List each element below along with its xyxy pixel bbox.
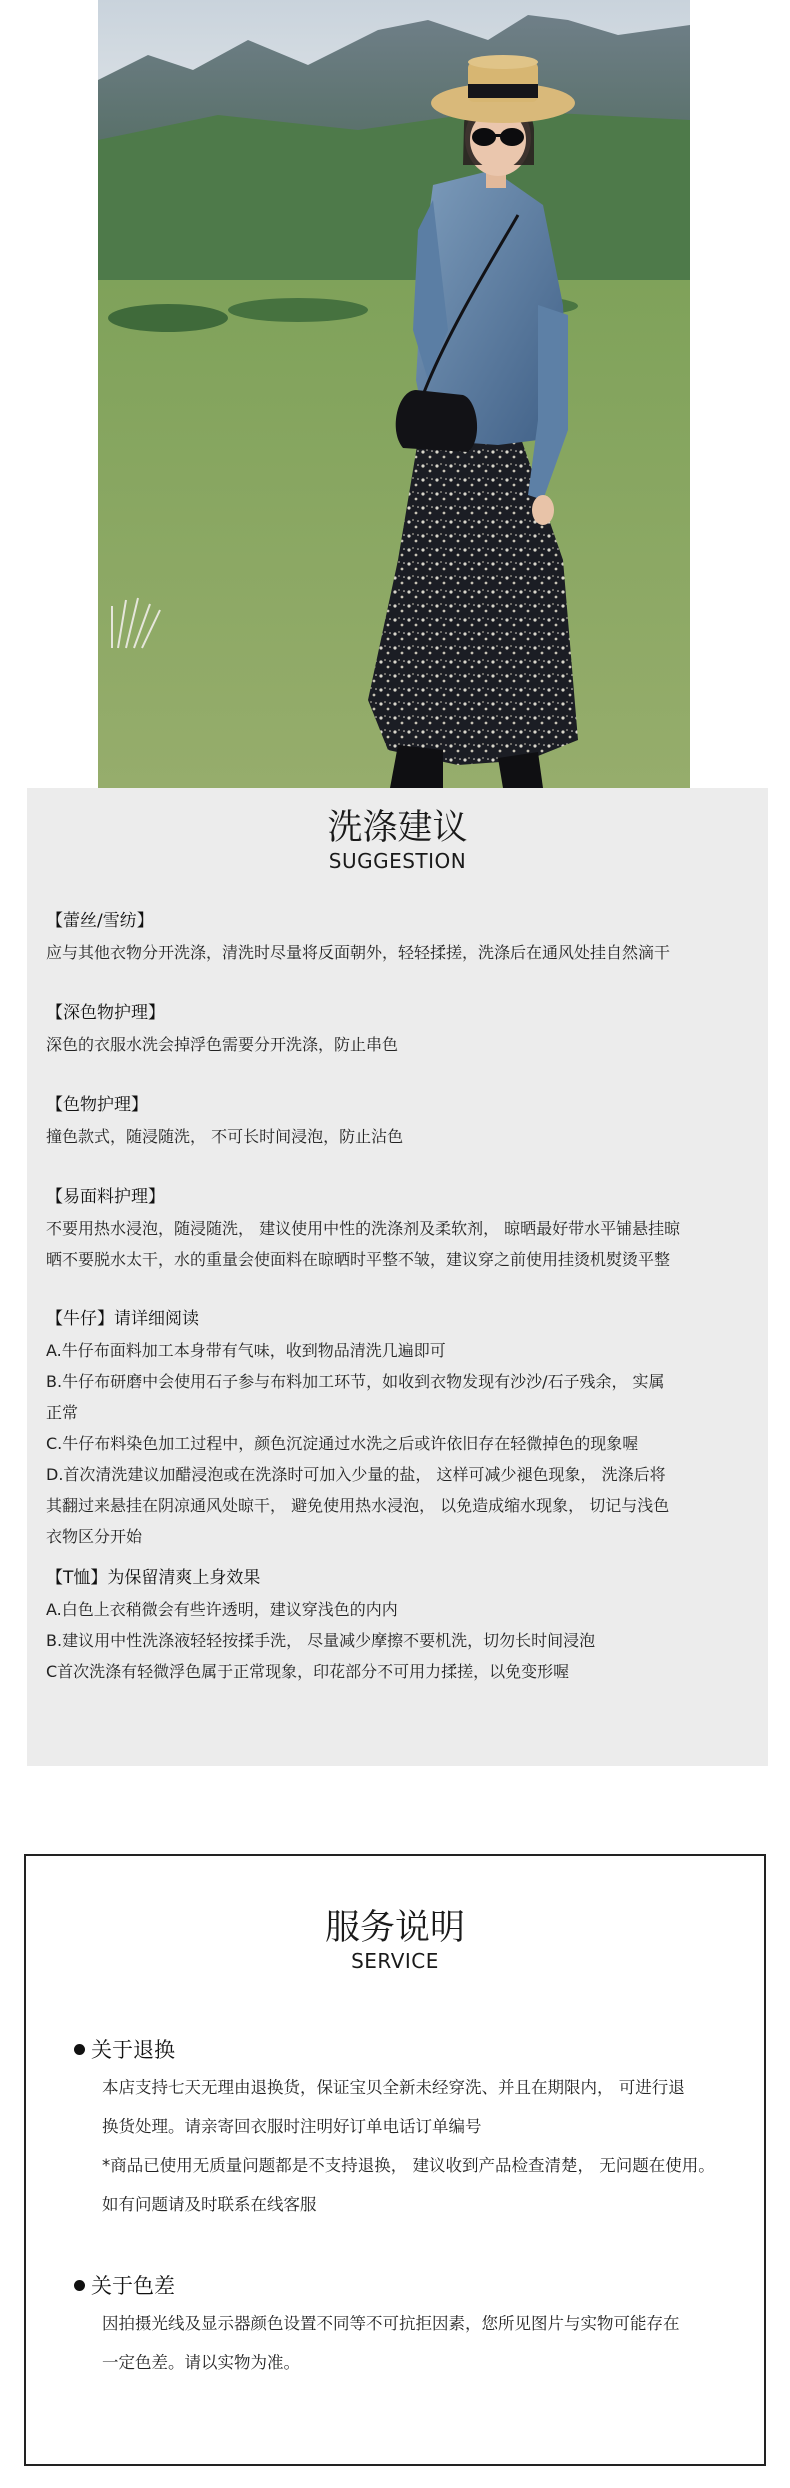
service-line: 本店支持七天无理由退换货，保证宝贝全新未经穿洗、并且在期限内， 可进行退 (102, 2078, 685, 2097)
service-line: 换货处理。请亲寄回衣服时注明好订单电话订单编号 (102, 2117, 482, 2136)
service-title: 服务说明 (324, 1908, 465, 1948)
suggestion-denim (46, 1304, 758, 1552)
suggestion-heading: 【深色物护理】 (46, 1003, 165, 1023)
suggestion-heading: 【T恤】为保留清爽上身效果 (46, 1568, 261, 1588)
suggestion-line: D.首次清洗建议加醋浸泡或在洗涤时可加入少量的盐， 这样可减少褪色现象， 洗涤后将 (46, 1465, 666, 1484)
bullet-icon (74, 2280, 85, 2291)
suggestion-title: 洗涤建议 (327, 808, 468, 848)
service-heading (74, 2268, 734, 2304)
suggestion-header (27, 806, 768, 872)
service-line: 如有问题请及时联系在线客服 (102, 2195, 317, 2214)
suggestion-heading: 【易面料护理】 (46, 1187, 165, 1207)
suggestion-dark-colors (46, 998, 758, 1060)
suggestion-heading: 【色物护理】 (46, 1095, 148, 1115)
suggestion-line: 撞色款式，随浸随洗， 不可长时间浸泡，防止沾色 (46, 1127, 404, 1146)
suggestion-subtitle: SUGGESTION (328, 849, 467, 873)
service-line: 因拍摄光线及显示器颜色设置不同等不可抗拒因素，您所见图片与实物可能存在 (102, 2314, 680, 2333)
suggestion-line: 不要用热水浸泡，随浸随洗， 建议使用中性的洗涤剂及柔软剂， 晾晒最好带水平铺悬挂晾 (46, 1219, 681, 1238)
model-photo-illustration (98, 0, 690, 788)
suggestion-line: 其翻过来悬挂在阴凉通风处晾干， 避免使用热水浸泡， 以免造成缩水现象， 切记与浅色 (46, 1496, 670, 1515)
suggestion-tshirt (46, 1563, 758, 1687)
suggestion-line: 正常 (46, 1403, 79, 1422)
suggestion-line: C.牛仔布料染色加工过程中，颜色沉淀通过水洗之后或许依旧存在轻微掉色的现象喔 (46, 1434, 639, 1453)
bullet-icon (74, 2044, 85, 2055)
suggestion-line: 晒不要脱水太干，水的重量会使面料在晾晒时平整不皱，建议穿之前使用挂烫机熨烫平整 (46, 1250, 671, 1269)
service-heading (74, 2032, 734, 2068)
suggestion-line: B.建议用中性洗涤液轻轻按揉手洗， 尽量减少摩擦不要机洗，切勿长时间浸泡 (46, 1631, 596, 1650)
product-photo (98, 0, 690, 788)
suggestion-line: B.牛仔布研磨中会使用石子参与布料加工环节，如收到衣物发现有沙沙/石子残余， 实属 (46, 1372, 665, 1391)
service-line: *商品已使用无质量问题都是不支持退换， 建议收到产品检查清楚， 无问题在使用。 (102, 2156, 715, 2175)
suggestion-heading: 【牛仔】请详细阅读 (46, 1309, 199, 1329)
suggestion-line: 衣物区分开始 (46, 1527, 143, 1546)
service-heading-text: 关于退换 (91, 2038, 175, 2062)
service-returns (74, 2032, 734, 2224)
service-subtitle: SERVICE (351, 1949, 439, 1973)
suggestion-heading: 【蕾丝/雪纺】 (46, 911, 154, 931)
service-header (26, 1906, 764, 1972)
suggestion-line: A.白色上衣稍微会有些许透明，建议穿浅色的内内 (46, 1600, 398, 1619)
service-info-panel (24, 1854, 766, 2466)
suggestion-line: A.牛仔布面料加工本身带有气味，收到物品清洗几遍即可 (46, 1341, 446, 1360)
suggestion-easy-care-fabric (46, 1182, 758, 1275)
suggestion-lace-chiffon (46, 906, 758, 968)
service-heading-text: 关于色差 (91, 2274, 175, 2298)
suggestion-line: C首次洗涤有轻微浮色属于正常现象，印花部分不可用力揉搓，以免变形喔 (46, 1662, 570, 1681)
suggestion-line: 深色的衣服水洗会掉浮色需要分开洗涤，防止串色 (46, 1035, 399, 1054)
service-line: 一定色差。请以实物为准。 (102, 2353, 300, 2372)
suggestion-line: 应与其他衣物分开洗涤，清洗时尽量将反面朝外，轻轻揉搓，洗涤后在通风处挂自然滴干 (46, 943, 671, 962)
suggestion-colored-items (46, 1090, 758, 1152)
service-color-difference (74, 2268, 734, 2382)
washing-suggestion-panel (27, 788, 768, 1766)
